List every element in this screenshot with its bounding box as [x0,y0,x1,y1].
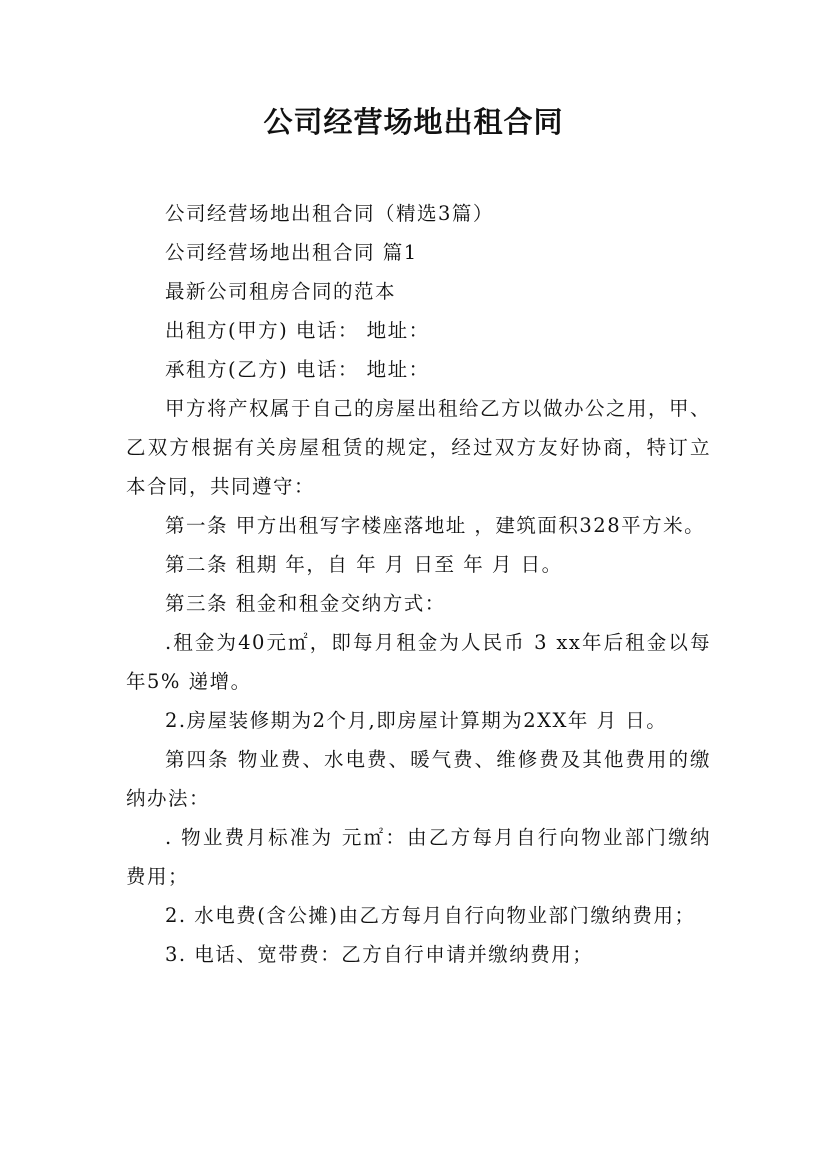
document-body [126,194,711,974]
paragraph-article-4: 第四条 物业费、水电费、暖气费、维修费及其他费用的缴纳办法： [126,748,711,810]
paragraph-template-name: 最新公司租房合同的范本 [165,280,397,303]
paragraph-property-fee: . 物业费月标准为 元㎡：由乙方每月自行向物业部门缴纳费用； [126,826,711,888]
paragraph-article-3: 第三条 租金和租金交纳方式： [165,592,446,615]
paragraph-rent-rate: .租金为40元㎡，即每月租金为人民币 3 xx年后租金以每年5% 递增。 [126,631,711,693]
paragraph-lessor: 出租方(甲方) 电话： 地址： [165,319,430,342]
paragraph-section-heading: 公司经营场地出租合同 篇1 [165,241,418,264]
paragraph-subtitle: 公司经营场地出租合同（精选3篇） [165,202,494,225]
document-title: 公司经营场地出租合同 [263,105,564,139]
paragraph-preamble: 甲方将产权属于自己的房屋出租给乙方以做办公之用，甲、乙双方根据有关房屋租赁的规定，经过双方友好协商，特订立本合同，共同遵守： [126,397,712,498]
paragraph-renovation-period: 2.房屋装修期为2个月,即房屋计算期为2XX年 月 日。 [165,709,668,732]
paragraph-lessee: 承租方(乙方) 电话： 地址： [165,358,430,381]
paragraph-article-2: 第二条 租期 年，自 年 月 日至 年 月 日。 [165,553,563,576]
paragraph-phone-broadband: 3. 电话、宽带费：乙方自行申请并缴纳费用； [165,943,594,966]
paragraph-utilities-fee: 2. 水电费(含公摊)由乙方每月自行向物业部门缴纳费用； [165,904,696,927]
paragraph-article-1: 第一条 甲方出租写字楼座落地址 ，建筑面积328平方米。 [165,514,706,537]
